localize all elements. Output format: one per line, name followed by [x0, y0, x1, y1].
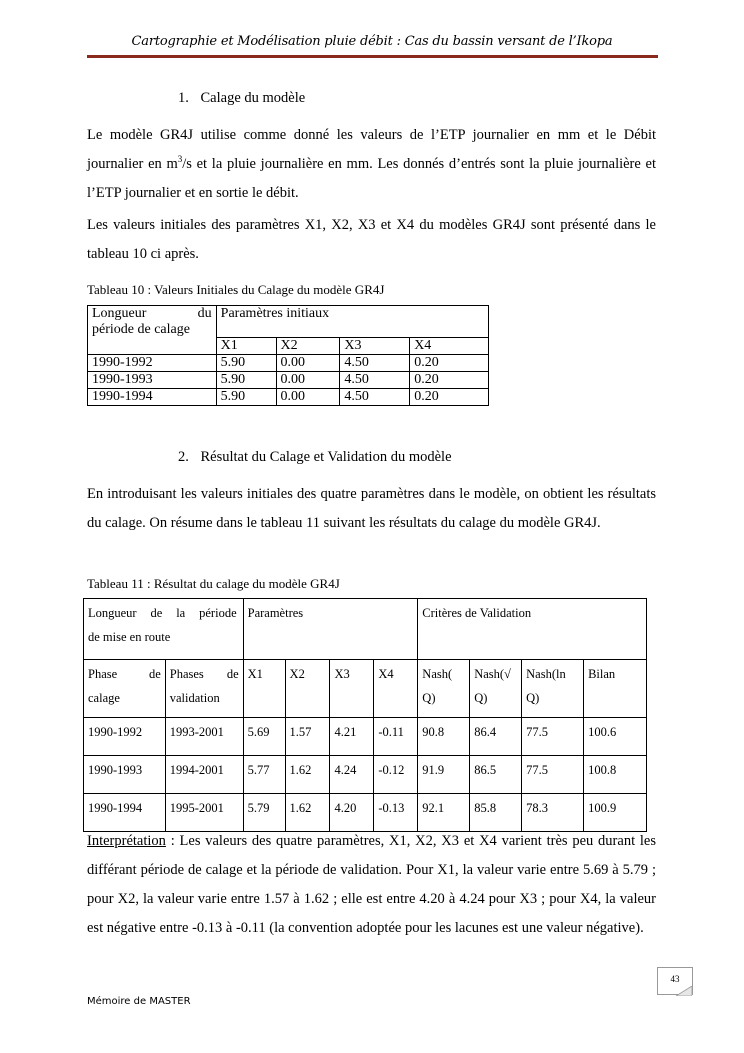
table-cell: 1990-1992: [84, 718, 166, 756]
footer-text: Mémoire de MASTER: [87, 996, 191, 1007]
table-cell: 90.8: [418, 718, 470, 756]
table-cell: 1990-1992: [88, 355, 217, 372]
table-11-group2: Paramètres: [243, 599, 418, 660]
table-cell: 86.4: [470, 718, 522, 756]
table-11-group3: Critères de Validation: [418, 599, 647, 660]
table-10-caption: Tableau 10 : Valeurs Initiales du Calage du modèle GR4J: [87, 282, 385, 297]
table-cell: 4.50: [340, 389, 410, 406]
header-rule: [87, 55, 658, 58]
table-10-param: X2: [276, 338, 340, 355]
table-10-param: X3: [340, 338, 410, 355]
table-cell: 1994-2001: [165, 756, 243, 794]
table-cell: 86.5: [470, 756, 522, 794]
table-cell: 78.3: [522, 794, 584, 832]
table-cell: 4.21: [330, 718, 374, 756]
table-10-col1-header: Longueur du période de calage: [88, 306, 217, 355]
paragraph-1-part2: /s et la pluie journalière en mm. Les donnés d’entrés sont la pluie journalière et l’ETP journalier et en sortie le débit.: [87, 156, 656, 201]
table-cell: 1.57: [285, 718, 330, 756]
table-11-header-phases-validation: Phases de validation: [165, 660, 243, 718]
section-2-heading: [178, 449, 452, 466]
table-11-header: X2: [285, 660, 330, 718]
table-10-group-header: Paramètres initiaux: [216, 306, 488, 338]
table-11-header-nash-ln-q: Nash(ln Q): [522, 660, 584, 718]
table-cell: 5.90: [216, 355, 276, 372]
paragraph-2: Les valeurs initiales des paramètres X1, X2, X3 et X4 du modèles GR4J sont présenté dans le tableau 10 ci après.: [87, 217, 656, 262]
table-cell: 100.8: [584, 756, 647, 794]
table-11-header-nash-sqrt-q: Nash(√ Q): [470, 660, 522, 718]
table-11-header: X4: [374, 660, 418, 718]
paragraph-1-part1: Le modèle GR4J utilise comme donné les valeurs de l’ETP journalier en mm et le Débit journalier en m: [87, 127, 656, 172]
table-cell: 100.9: [584, 794, 647, 832]
table-cell: 85.8: [470, 794, 522, 832]
table-cell: 1990-1993: [84, 756, 166, 794]
paragraph-3: En introduisant les valeurs initiales des quatre paramètres dans le modèle, on obtient les résultats du calage. On résume dans le tableau 11 suivant les résultats du calage du modèle GR4J.: [87, 486, 656, 531]
page-corner-fold-icon: [676, 986, 692, 996]
table-row: [88, 372, 489, 389]
table-11-header-nash-q: Nash( Q): [418, 660, 470, 718]
table-cell: 0.20: [410, 389, 489, 406]
table-cell: 1990-1994: [84, 794, 166, 832]
table-cell: 5.69: [243, 718, 285, 756]
section-2-number: 2.: [178, 449, 189, 465]
section-1-number: 1.: [178, 90, 189, 106]
table-cell: 5.90: [216, 389, 276, 406]
table-cell: 4.50: [340, 355, 410, 372]
table-cell: 100.6: [584, 718, 647, 756]
table-10: [87, 305, 489, 406]
page-number: 43: [657, 967, 693, 995]
table-cell: 4.20: [330, 794, 374, 832]
table-cell: 1990-1994: [88, 389, 217, 406]
table-row: [84, 718, 647, 756]
table-cell: 91.9: [418, 756, 470, 794]
table-row: [84, 756, 647, 794]
table-cell: 0.00: [276, 372, 340, 389]
table-cell: 0.00: [276, 355, 340, 372]
table-11-header: X3: [330, 660, 374, 718]
table-cell: 4.24: [330, 756, 374, 794]
table-cell: -0.13: [374, 794, 418, 832]
table-cell: -0.11: [374, 718, 418, 756]
table-11-header-phase-calage: Phase de calage: [84, 660, 166, 718]
interpretation-text: : Les valeurs des quatre paramètres, X1, X2, X3 et X4 varient très peu durant les différant période de calage et la période de validation. Pour X1, la valeur varie entre 5.69 à 5.79 ; pour X2, la valeur varie entre 1.57 à 1.62 ; elle est entre 4.20 à 4.24 pour X3 ; pour X4, la valeur est négative entre -0.13 à -0.11 (la convention adoptée pour les lacunes est une valeur négative).: [87, 833, 656, 936]
table-cell: 5.90: [216, 372, 276, 389]
table-cell: 0.00: [276, 389, 340, 406]
table-11-header: X1: [243, 660, 285, 718]
table-cell: -0.12: [374, 756, 418, 794]
section-2-title: Résultat du Calage et Validation du modèle: [200, 449, 452, 465]
table-row: [84, 794, 647, 832]
table-11-header: Bilan: [584, 660, 647, 718]
table-cell: 1990-1993: [88, 372, 217, 389]
table-11: [83, 598, 647, 832]
table-cell: 1995-2001: [165, 794, 243, 832]
superscript-3: 3: [177, 154, 183, 165]
section-1-heading: [178, 90, 305, 107]
table-10-param: X1: [216, 338, 276, 355]
table-cell: 1.62: [285, 756, 330, 794]
interpretation-paragraph: [87, 827, 656, 943]
table-cell: 1993-2001: [165, 718, 243, 756]
table-cell: 4.50: [340, 372, 410, 389]
table-11-caption: Tableau 11 : Résultat du calage du modèle GR4J: [87, 576, 340, 591]
table-10-param: X4: [410, 338, 489, 355]
table-row: [88, 355, 489, 372]
table-cell: 0.20: [410, 372, 489, 389]
section-1-title: Calage du modèle: [200, 90, 306, 106]
table-row: [88, 389, 489, 406]
table-cell: 77.5: [522, 756, 584, 794]
running-header: Cartographie et Modélisation pluie débit : Cas du bassin versant de l’Ikopa: [131, 34, 613, 49]
table-cell: 5.77: [243, 756, 285, 794]
interpretation-label: Interprétation: [87, 833, 166, 849]
table-cell: 92.1: [418, 794, 470, 832]
table-cell: 0.20: [410, 355, 489, 372]
table-cell: 1.62: [285, 794, 330, 832]
table-cell: 77.5: [522, 718, 584, 756]
table-cell: 5.79: [243, 794, 285, 832]
paragraph-1: [87, 121, 656, 208]
table-11-group1: Longueur de la période de mise en route: [84, 599, 244, 660]
